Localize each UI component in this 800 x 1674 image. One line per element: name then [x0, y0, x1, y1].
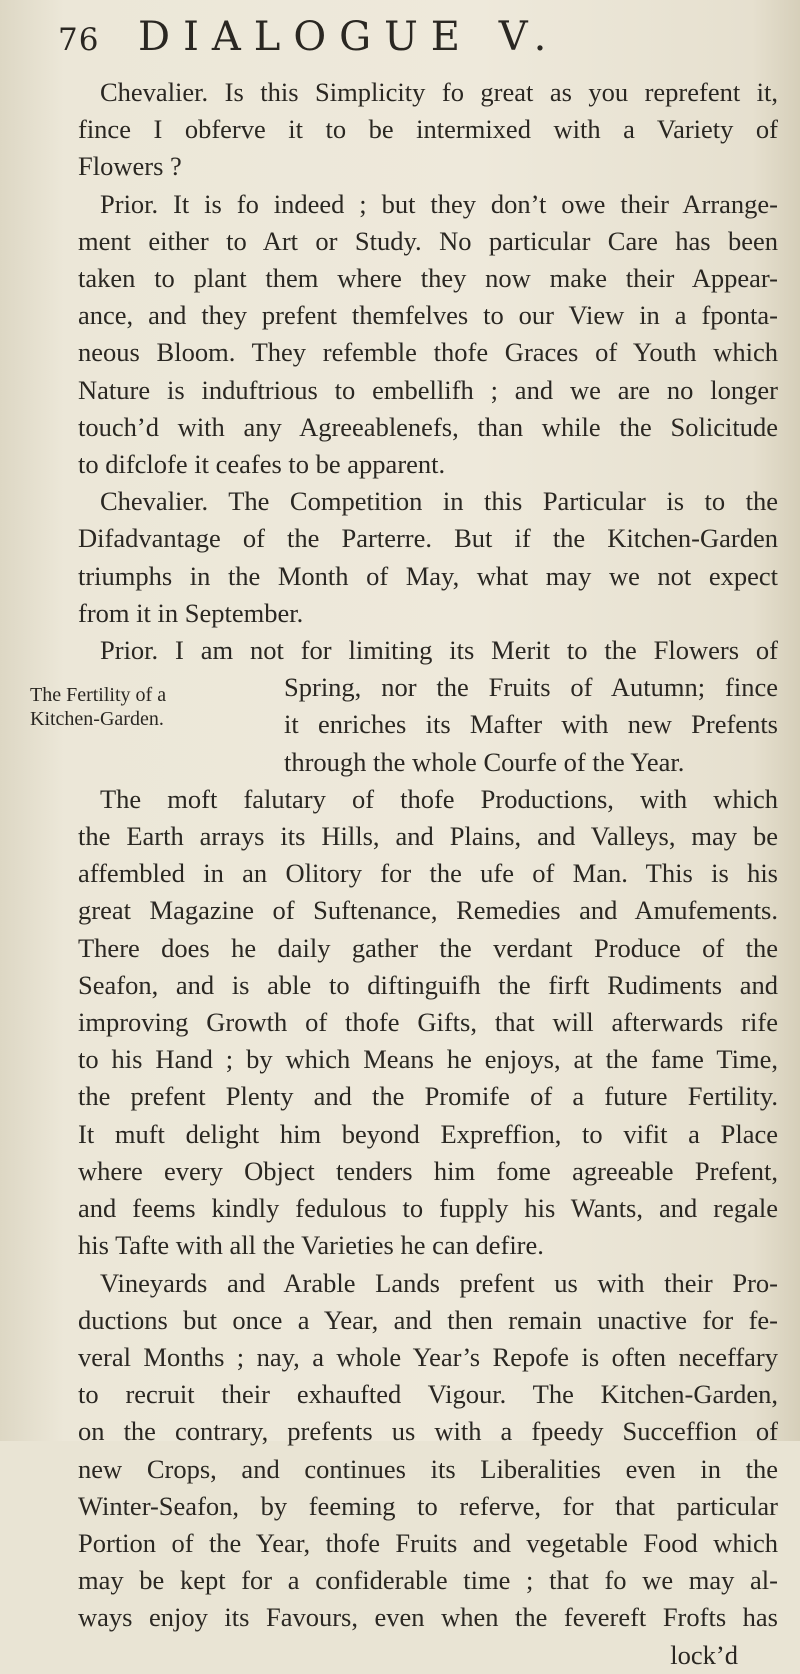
text-line: from it in September. — [78, 597, 304, 628]
text-line: Winter-Seafon, by feeming to referve, for that particular — [78, 1490, 778, 1521]
text-line: the prefent Plenty and the Promife of a future Fertility. — [78, 1081, 778, 1112]
text-line: affembled in an Olitory for the ufe of Man. This is his — [78, 858, 778, 889]
text-line: veral Months ; nay, a whole Year’s Repofe is often neceffary — [78, 1341, 778, 1372]
text-line: to recruit their exhaufted Vigour. The Kitchen-Garden, — [78, 1379, 778, 1410]
text-line: through the whole Courfe of the Year. — [284, 746, 685, 777]
text-line: triumphs in the Month of May, what may we not expect — [78, 560, 778, 591]
text-line: new Crops, and continues its Liberalities even in the — [78, 1453, 778, 1484]
text-line: Chevalier. Is this Simplicity fo great as you reprefent it, — [100, 77, 778, 107]
text-line: The moft falutary of thofe Productions, with which — [100, 783, 778, 814]
text-line: fince I obferve it to be intermixed with a Variety of — [78, 114, 778, 145]
text-line: Portion of the Year, thofe Fruits and vegetable Food which — [78, 1527, 778, 1558]
running-head: DIALOGUE V. — [138, 14, 560, 60]
catchword: lock’d — [670, 1639, 738, 1670]
text-line: Chevalier. The Competition in this Particular is to the — [100, 486, 778, 517]
text-line: may be kept for a confiderable time ; that fo we may al- — [78, 1565, 778, 1596]
marginal-note-line: The Fertility of a — [30, 684, 167, 707]
sidenote-block — [30, 669, 778, 781]
text-line: his Tafte with all the Varieties he can defire. — [78, 1230, 544, 1261]
text-line: Flowers ? — [78, 151, 182, 182]
text-line: to his Hand ; by which Means he enjoys, at the fame Time, — [78, 1044, 778, 1075]
page-number: 76 — [58, 22, 100, 58]
text-line: ways enjoy its Favours, even when the fevereft Frofts has — [78, 1602, 778, 1633]
text-line: the Earth arrays its Hills, and Plains, and Valleys, may be — [78, 821, 778, 852]
text-line: neous Bloom. They refemble thofe Graces of Youth which — [78, 337, 778, 368]
text-line: Nature is induftrious to embellifh ; and we are no longer — [78, 374, 778, 405]
text-line: to difclofe it ceafes to be apparent. — [78, 449, 446, 480]
text-line: improving Growth of thofe Gifts, that will afterwards rife — [78, 1007, 778, 1038]
marginal-note — [30, 683, 170, 731]
text-line: Seafon, and is able to diftinguifh the firft Rudiments and — [78, 969, 778, 1000]
text-line: It muft delight him beyond Expreffion, to vifit a Place — [78, 1118, 778, 1149]
text-line: ment either to Art or Study. No particular Care has been — [78, 225, 778, 256]
text-line: Spring, nor the Fruits of Autumn; fince — [284, 672, 778, 703]
text-line: There does he daily gather the verdant Produce of the — [78, 932, 778, 963]
text-line: on the contrary, prefents us with a fpeedy Succeffion of — [78, 1416, 778, 1447]
text-line: where every Object tenders him fome agreeable Prefent, — [78, 1155, 778, 1186]
text-line: Prior. It is fo indeed ; but they don’t owe their Arrange- — [100, 188, 778, 219]
page-header — [58, 10, 758, 66]
text-line: and feems kindly fedulous to fupply his Wants, and regale — [78, 1193, 778, 1224]
text-line: Prior. I am not for limiting its Merit to the Flowers of — [100, 635, 778, 666]
text-line: taken to plant them where they now make their Appear- — [78, 263, 778, 294]
text-line: it enriches its Mafter with new Prefents — [284, 709, 778, 740]
text-line: ductions but once a Year, and then remain unactive for fe- — [78, 1304, 778, 1335]
text-line: Vineyards and Arable Lands prefent us with their Pro- — [100, 1267, 778, 1298]
text-line: great Magazine of Suftenance, Remedies and Amufements. — [78, 895, 778, 926]
text-line: touch’d with any Agreeablenefs, than while the Solicitude — [78, 411, 778, 442]
body-text — [30, 74, 778, 1674]
marginal-note-line: Kitchen-Garden. — [30, 708, 164, 731]
text-line: Difadvantage of the Parterre. But if the Kitchen-Garden — [78, 523, 778, 554]
text-line: ance, and they prefent themfelves to our View in a fponta- — [78, 300, 778, 331]
